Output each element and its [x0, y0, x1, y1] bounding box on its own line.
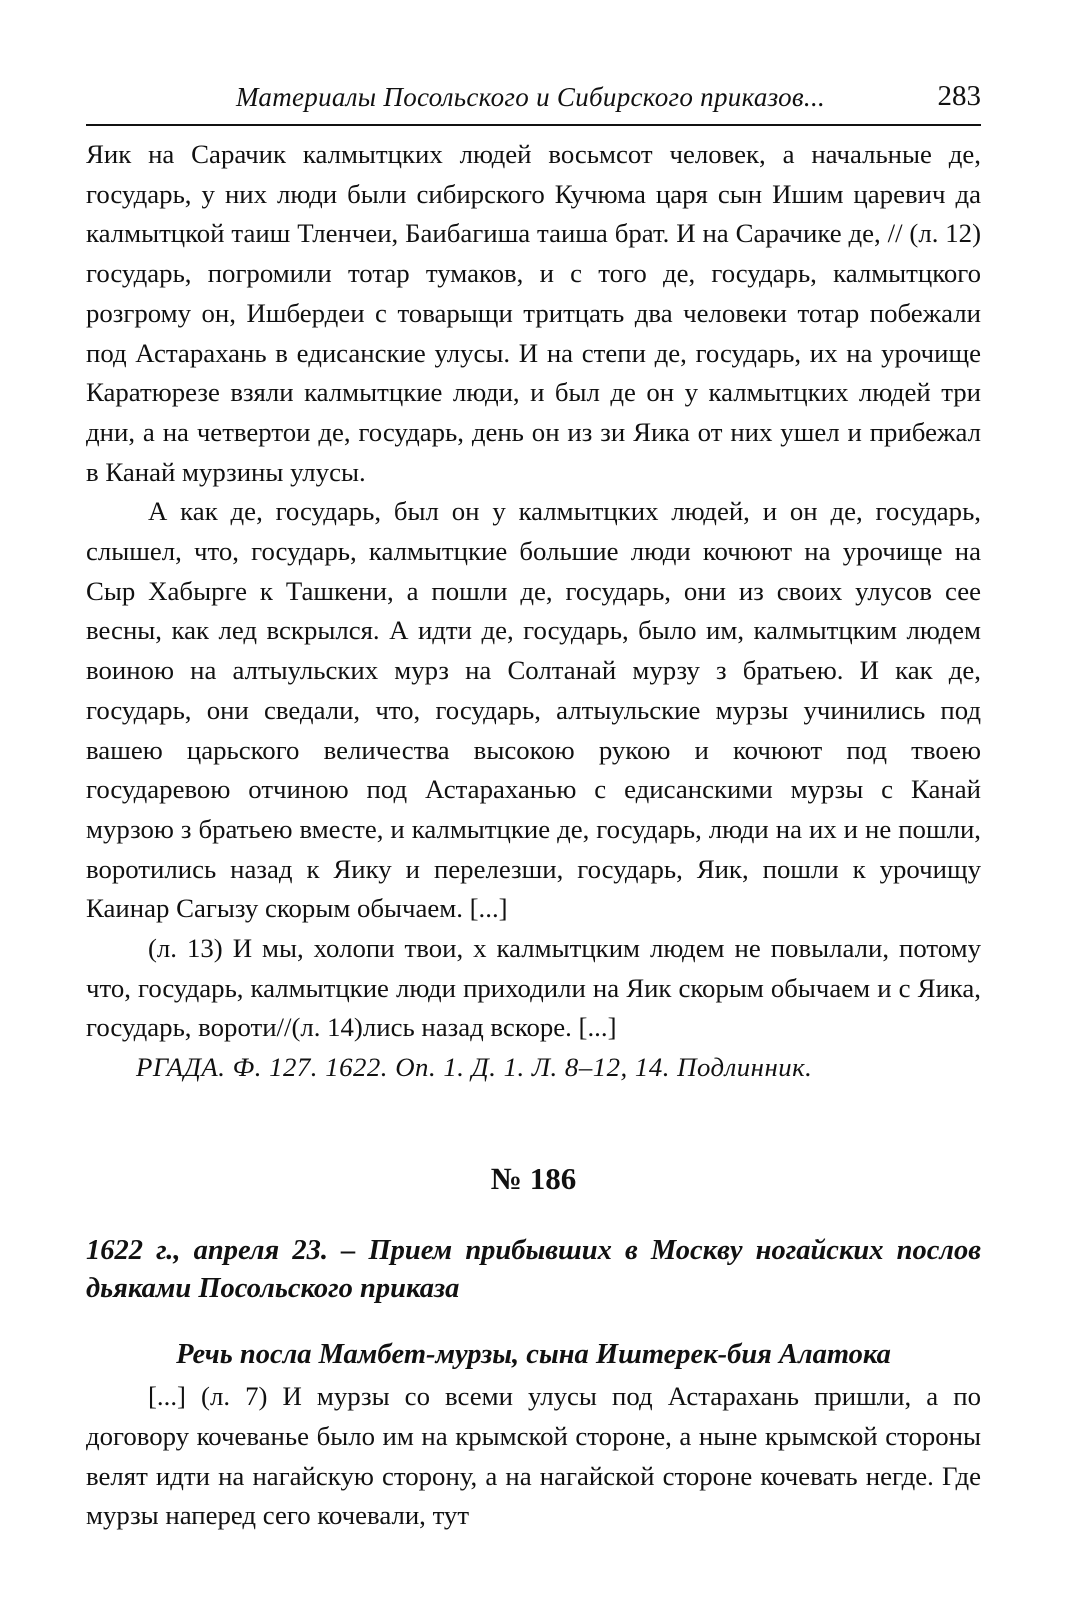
- body-paragraph-2: А как де, государь, был он у калмытцких людей, и он де, государь, слышел, что, государь, калмытцкие большие люди кочюют на урочище на Сыр Хабырге к Ташкени, а пошли де, государь, они из своих улусов сее весны, как лед вскрылся. А идти де, государь, было им, калмытцким людем воиною на алтыульских мурз на Солтанай мурзу з братьею. И как де, государь, они сведали, что, государь, алтыульские мурзы учинились под вашею царьского величества высокою рукою и кочюют под твоею государевою отчиною под Астараханью с едисанскими мурзы с Канай мурзою з братьею вместе, и калмытцкие де, государь, люди на их и не пошли, воротились назад к Яику и перелезши, государь, Яик, пошли к урочищу Каинар Сагызу скорым обычаем. [...]: [86, 496, 981, 924]
- running-head: [86, 78, 981, 126]
- body-paragraph-3: (л. 13) И мы, холопи твои, х калмытцким людем не повылали, потому что, государь, калмытцкие люди приходили на Яик скорым обычаем и с Яика, государь, вороти//(л. 14)лись назад вскоре. [...]: [86, 933, 981, 1043]
- running-title: Материалы Посольского и Сибирского приказов...: [236, 82, 826, 112]
- document-number: № 186: [490, 1161, 577, 1197]
- document-paragraph: [...] (л. 7) И мурзы со всеми улусы под Астарахань пришли, а по договору кочеванье было им на крымской стороне, а ныне крымской стороны велят идти на нагайскую сторону, а на нагайской стороне кочевать негде. Где мурзы наперед сего кочевали, тут: [86, 1381, 981, 1531]
- page-number: 283: [937, 80, 981, 112]
- document-heading: 1622 г., апреля 23. – Прием прибывших в Москву ногайских послов дьяками Посольского приказа: [86, 1235, 981, 1305]
- body-paragraph-1: Яик на Сарачик калмытцких людей восьмсот человек, а начальные де, государь, у них люди были сибирского Кучюма царя сын Ишим царевич да калмытцкой таиш Тленчеи, Баибагиша таиша брат. И на Сарачике де, // (л. 12) государь, погромили тотар тумаков, и с того де, государь, калмытцкого розгрому он, Ишбердеи с товарыщи тритцать два человеки тотар побежали под Астарахань в едисанские улусы. И на степи де, государь, их на урочище Каратюрезе взяли калмытцкие люди, и был де он у калмытцких людей три дни, а на четвертои де, государь, день он из зи Яика от них ушел и прибежал в Канай мурзины улусы.: [86, 139, 981, 487]
- archive-source-reference: РГАДА. Ф. 127. 1622. Оп. 1. Д. 1. Л. 8–12, 14. Подлинник.: [136, 1052, 813, 1083]
- document-subheading: Речь посла Мамбет-мурзы, сына Иштерек-бия Алатока: [176, 1339, 891, 1371]
- book-page: [86, 78, 981, 1536]
